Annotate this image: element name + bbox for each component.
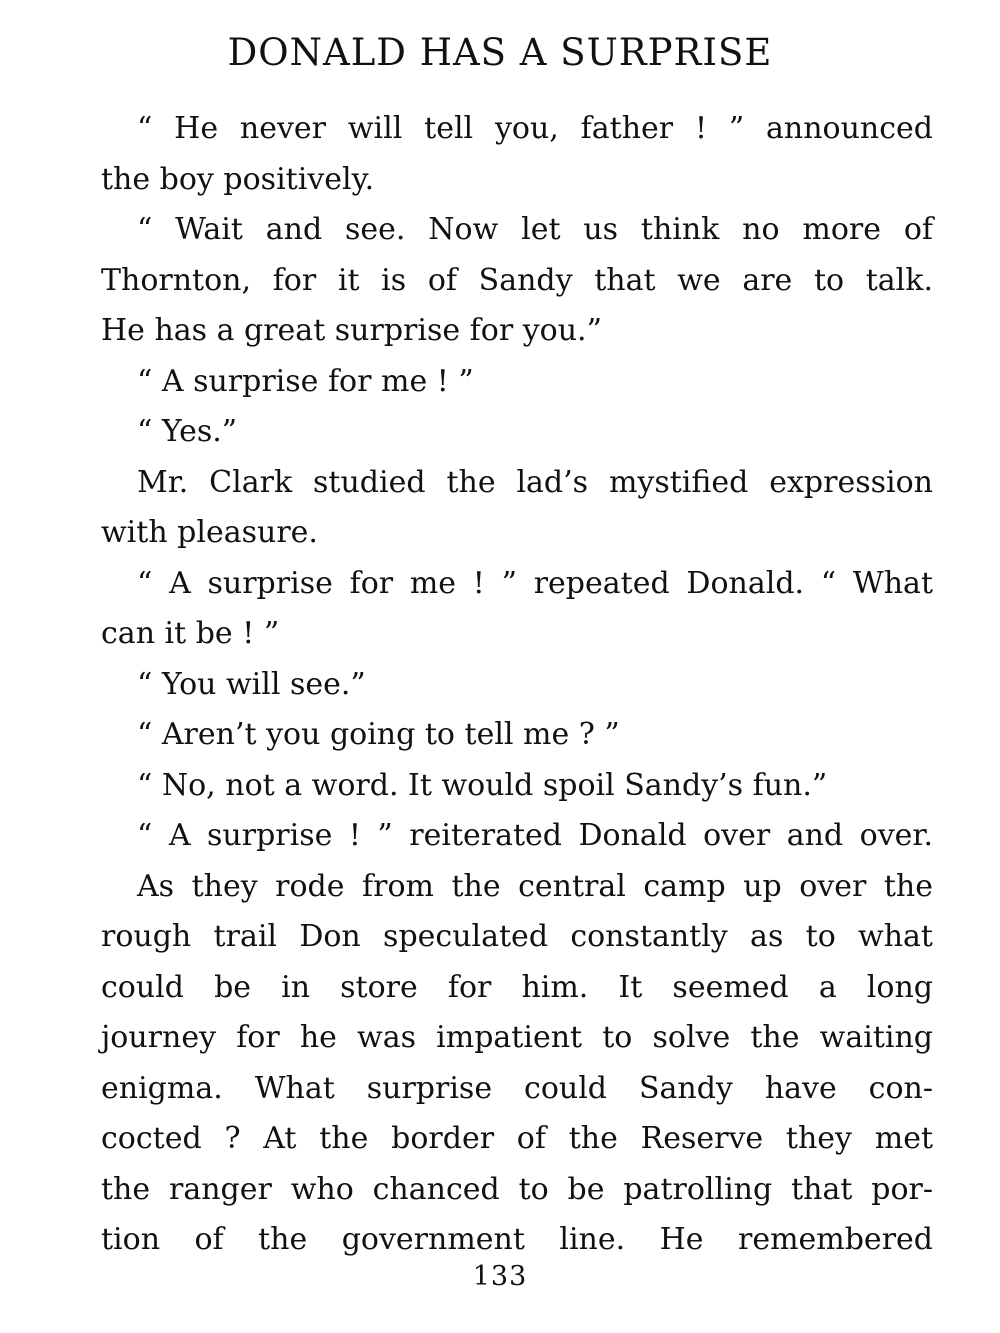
text-line: He has a great surprise for you.” bbox=[101, 313, 602, 348]
text-line: rough trail Don speculated constantly as to what bbox=[101, 919, 933, 954]
text-line: “ He never will tell you, father ! ” announced bbox=[137, 111, 933, 146]
text-line: with pleasure. bbox=[101, 515, 318, 550]
text-line: “ Yes.” bbox=[137, 414, 238, 449]
text-line: cocted ? At the border of the Reserve they met bbox=[101, 1121, 933, 1156]
text-line: can it be ! ” bbox=[101, 616, 280, 651]
text-line: “ A surprise for me ! ” bbox=[137, 363, 474, 399]
text-line: As they rode from the central camp up over the bbox=[137, 868, 933, 904]
page-body-text bbox=[101, 104, 933, 1266]
text-line: “ A surprise for me ! ” repeated Donald. “ What bbox=[137, 565, 933, 601]
text-line: tion of the government line. He remembered bbox=[101, 1222, 933, 1257]
text-line: “ You will see.” bbox=[137, 666, 366, 702]
text-line: journey for he was impatient to solve the waiting bbox=[101, 1020, 933, 1055]
text-line: Mr. Clark studied the lad’s mystified expression bbox=[137, 464, 933, 500]
text-line: “ No, not a word. It would spoil Sandy’s fun.” bbox=[137, 767, 828, 803]
text-line: “ Aren’t you going to tell me ? ” bbox=[137, 717, 620, 752]
text-line: the boy positively. bbox=[101, 161, 375, 197]
running-head: DONALD HAS A SURPRISE bbox=[227, 31, 773, 74]
text-line: “ A surprise ! ” reiterated Donald over and over. bbox=[137, 818, 933, 853]
text-line: could be in store for him. It seemed a long bbox=[101, 969, 933, 1005]
text-line: the ranger who chanced to be patrolling that por- bbox=[101, 1171, 933, 1207]
text-line: enigma. What surprise could Sandy have con- bbox=[101, 1070, 933, 1106]
text-line: “ Wait and see. Now let us think no more of bbox=[137, 212, 933, 247]
text-line: Thornton, for it is of Sandy that we are to talk. bbox=[101, 262, 933, 298]
page-number: 133 bbox=[472, 1261, 528, 1292]
